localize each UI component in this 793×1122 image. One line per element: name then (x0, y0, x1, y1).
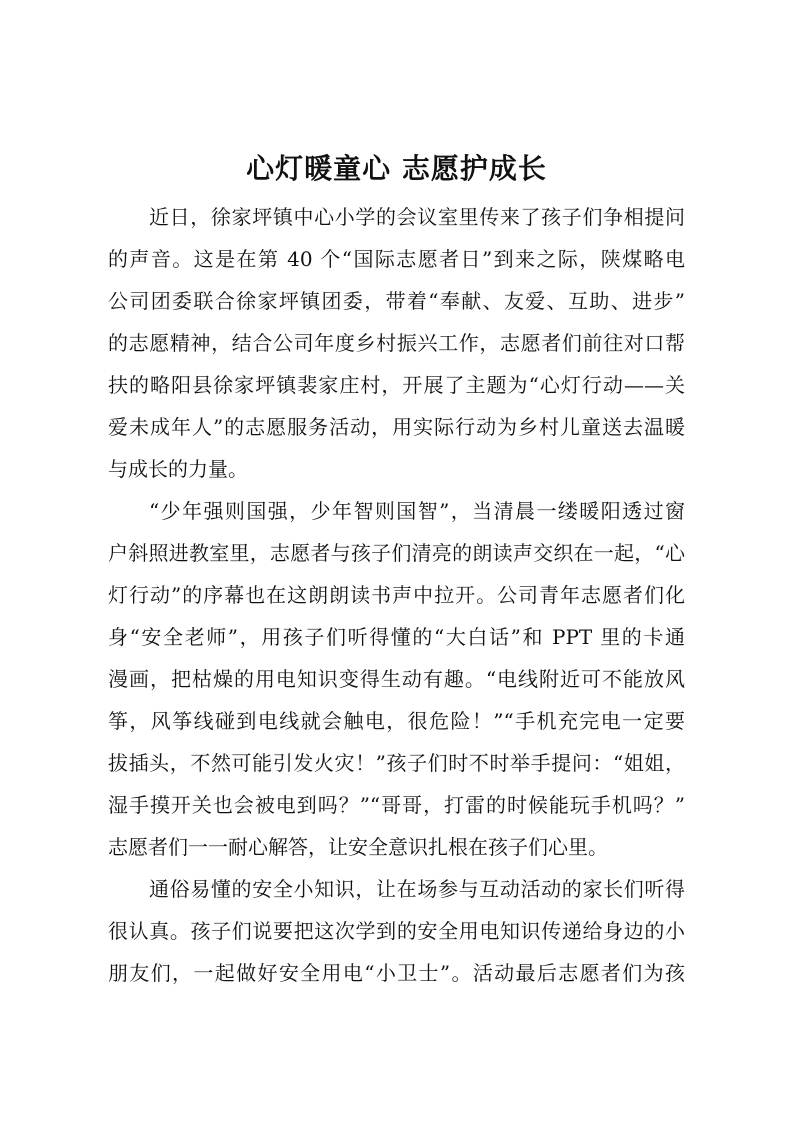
text-line: “少年强则国强，少年智则国智”，当清晨一缕暖阳透过窗 (149, 499, 685, 523)
text-line: 户斜照进教室里，志愿者与孩子们清亮的朗读声交织在一起，“心 (108, 541, 685, 565)
text-line: 很认真。孩子们说要把这次学到的安全用电知识传递给身边的小 (108, 919, 685, 943)
paragraph-2 (108, 490, 685, 868)
text-line: 筝，风筝线碰到电线就会触电，很危险！”“手机充完电一定要 (108, 709, 685, 733)
text-line: 公司团委联合徐家坪镇团委，带着“奉献、友爱、互助、进步” (108, 289, 685, 313)
paragraph-3 (108, 868, 685, 994)
text-line: 的志愿精神，结合公司年度乡村振兴工作，志愿者们前往对口帮 (108, 331, 685, 355)
text-line: 漫画，把枯燥的用电知识变得生动有趣。“电线附近可不能放风 (108, 667, 685, 691)
text-line: 近日，徐家坪镇中心小学的会议室里传来了孩子们争相提问 (149, 205, 685, 229)
text-line: 扶的略阳县徐家坪镇裴家庄村，开展了主题为“心灯行动——关 (108, 373, 685, 397)
paragraph-1 (108, 196, 685, 490)
text-line: 志愿者们一一耐心解答，让安全意识扎根在孩子们心里。 (108, 835, 608, 859)
text-line: 拔插头，不然可能引发火灾！”孩子们时不时举手提问：“姐姐， (108, 751, 685, 775)
text-line: 与成长的力量。 (108, 457, 248, 481)
text-line: 爱未成年人”的志愿服务活动，用实际行动为乡村儿童送去温暖 (108, 415, 685, 439)
article-body (108, 196, 685, 994)
text-line: 的声音。这是在第 40 个“国际志愿者日”到来之际，陕煤略电 (108, 247, 685, 271)
text-line: 身“安全老师”，用孩子们听得懂的“大白话”和 PPT 里的卡通 (108, 625, 685, 649)
text-line: 通俗易懂的安全小知识，让在场参与互动活动的家长们听得 (149, 877, 685, 901)
text-line: 湿手摸开关也会被电到吗？”“哥哥，打雷的时候能玩手机吗？” (108, 793, 685, 817)
article-title: 心灯暖童心 志愿护成长 (246, 152, 547, 185)
text-line: 灯行动”的序幕也在这朗朗读书声中拉开。公司青年志愿者们化 (108, 583, 685, 607)
text-line: 朋友们，一起做好安全用电“小卫士”。活动最后志愿者们为孩 (108, 961, 685, 985)
